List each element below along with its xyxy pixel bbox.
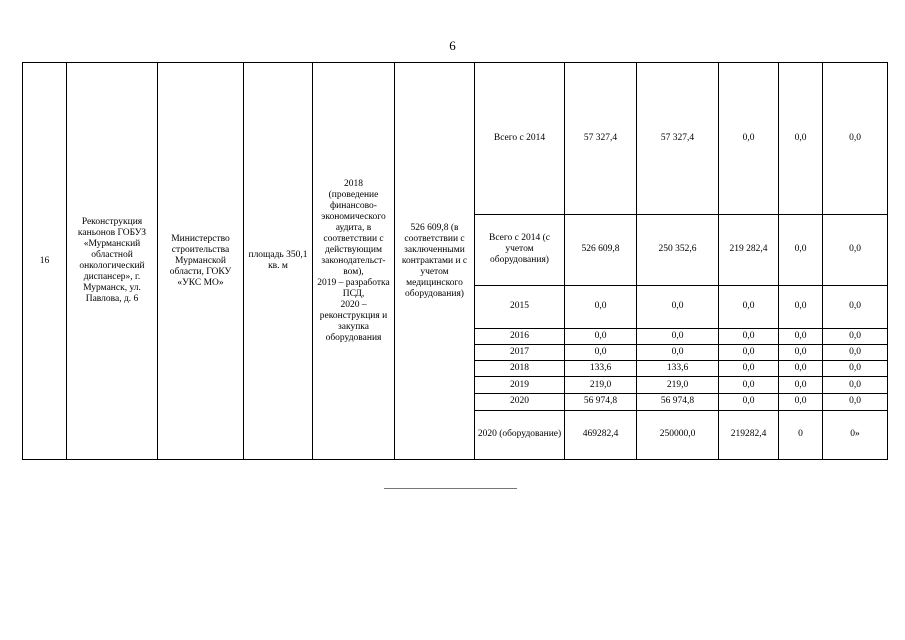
responsible-cell: Министерство строительства Мурманской области, ГОКУ «УКС МО»	[158, 63, 244, 460]
value-cell: 0,0	[719, 328, 779, 344]
total-cell: 133,6	[565, 361, 637, 377]
value-cell: 219282,4	[719, 410, 779, 459]
value-cell: 0,0	[779, 361, 823, 377]
period-cell: 2018	[475, 361, 565, 377]
value-cell: 0,0	[779, 328, 823, 344]
period-cell: 2020	[475, 394, 565, 410]
value-cell: 0,0	[719, 285, 779, 328]
value-cell: 0,0	[779, 215, 823, 286]
value-cell: 0»	[823, 410, 888, 459]
estimate-cell: 526 609,8 (в соответствии с заключенными контрактами и с учетом медицинского оборудования)	[395, 63, 475, 460]
total-cell: 0,0	[565, 285, 637, 328]
value-cell: 219 282,4	[719, 215, 779, 286]
value-cell: 0,0	[823, 63, 888, 215]
value-cell: 250000,0	[637, 410, 719, 459]
value-cell: 0,0	[823, 361, 888, 377]
value-cell: 133,6	[637, 361, 719, 377]
value-cell: 0,0	[719, 345, 779, 361]
table-row	[23, 63, 888, 215]
value-cell: 250 352,6	[637, 215, 719, 286]
period-cell: 2017	[475, 345, 565, 361]
value-cell: 0,0	[779, 394, 823, 410]
value-cell: 0,0	[779, 345, 823, 361]
value-cell: 0,0	[823, 285, 888, 328]
value-cell: 0,0	[719, 394, 779, 410]
total-cell: 0,0	[565, 345, 637, 361]
value-cell: 0,0	[719, 361, 779, 377]
value-cell: 0,0	[823, 215, 888, 286]
period-cell: Всего с 2014 (с учетом оборудования)	[475, 215, 565, 286]
value-cell: 57 327,4	[637, 63, 719, 215]
row-number-cell: 16	[23, 63, 67, 460]
value-cell: 0,0	[637, 328, 719, 344]
value-cell: 56 974,8	[637, 394, 719, 410]
object-name-cell: Реконструкция каньонов ГОБУЗ «Мурманский областной онкологический диспансер», г. Мурманск, ул. Павлова, д. 6	[67, 63, 158, 460]
value-cell: 0,0	[637, 345, 719, 361]
total-cell: 56 974,8	[565, 394, 637, 410]
value-cell: 0,0	[823, 345, 888, 361]
period-cell: Всего с 2014	[475, 63, 565, 215]
total-cell: 0,0	[565, 328, 637, 344]
total-cell: 469282,4	[565, 410, 637, 459]
value-cell: 0,0	[637, 285, 719, 328]
value-cell: 0	[779, 410, 823, 459]
period-cell: 2019	[475, 377, 565, 394]
value-cell: 0,0	[823, 377, 888, 394]
footer-divider	[384, 488, 517, 489]
value-cell: 0,0	[823, 394, 888, 410]
investment-table	[22, 62, 888, 460]
value-cell: 0,0	[719, 63, 779, 215]
value-cell: 0,0	[779, 63, 823, 215]
total-cell: 57 327,4	[565, 63, 637, 215]
value-cell: 0,0	[719, 377, 779, 394]
value-cell: 0,0	[779, 285, 823, 328]
period-cell: 2016	[475, 328, 565, 344]
total-cell: 219,0	[565, 377, 637, 394]
total-cell: 526 609,8	[565, 215, 637, 286]
value-cell: 0,0	[823, 328, 888, 344]
value-cell: 0,0	[779, 377, 823, 394]
page-number: 6	[449, 38, 456, 53]
period-cell: 2020 (оборудование)	[475, 410, 565, 459]
value-cell: 219,0	[637, 377, 719, 394]
timeline-cell: 2018 (проведение финансово-экономического аудита, в соответствии с действующим законодательст-вом), 2019 – разработка ПСД, 2020 – реконструкция и закупка оборудования	[313, 63, 395, 460]
period-cell: 2015	[475, 285, 565, 328]
capacity-cell: площадь 350,1 кв. м	[244, 63, 313, 460]
